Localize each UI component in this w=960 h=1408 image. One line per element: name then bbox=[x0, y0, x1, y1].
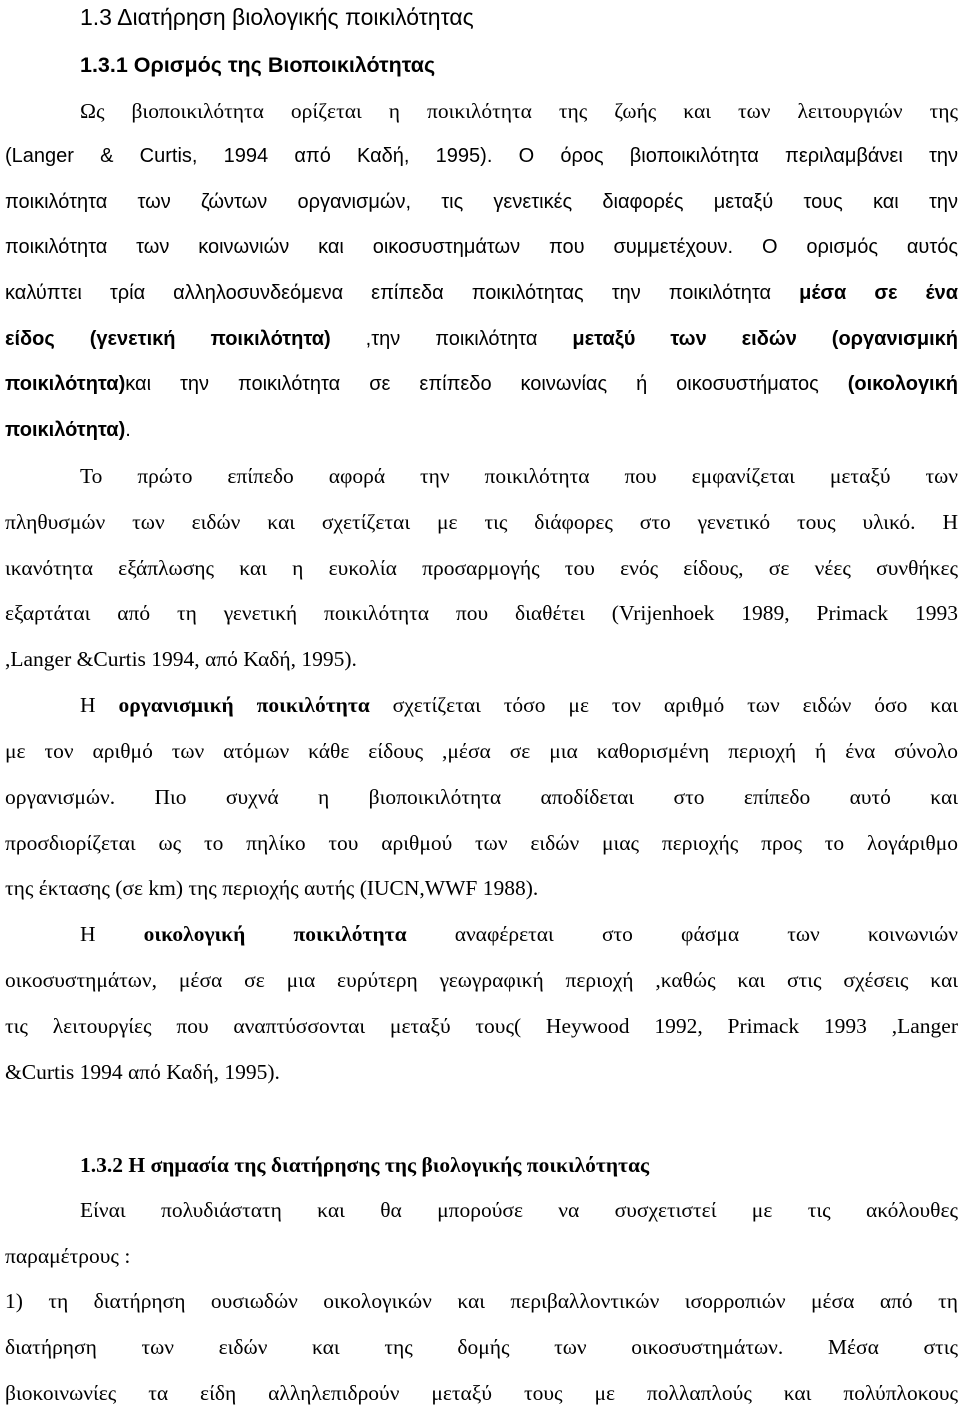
paragraph-line: ποικιλότητα). bbox=[5, 419, 131, 441]
emphasis-text: είδος (γενετική ποικιλότητα) bbox=[5, 328, 331, 350]
section-number: 1.3 bbox=[80, 4, 112, 30]
paragraph-line: ποικιλότητα)και την ποικιλότητα σε επίπεδο κοινωνίας ή οικοσυστήματος (οικολογική bbox=[5, 373, 958, 395]
paragraph-line: ποικιλότητα των κοινωνιών και οικοσυστημάτων που συμμετέχουν. Ο ορισμός αυτός bbox=[5, 236, 958, 258]
paragraph-line: τις λειτουργίες που αναπτύσσονται μεταξύ τους( Heywood 1992, Primack 1993 ,Langer bbox=[5, 1014, 958, 1038]
paragraph-line: (Langer & Curtis, 1994 από Καδή, 1995). Ο όρος βιοποικιλότητα περιλαμβάνει την bbox=[5, 145, 958, 167]
section-heading bbox=[80, 2, 474, 32]
paragraph-line: εξαρτάται από τη γενετική ποικιλότητα που διαθέτει (Vrijenhoek 1989, Primack 1993 bbox=[5, 601, 958, 625]
emphasis-text: μεταξύ των ειδών (οργανισμική bbox=[572, 328, 958, 350]
paragraph-line: Η οργανισμική ποικιλότητα σχετίζεται τόσο με τον αριθμό των ειδών όσο και bbox=[80, 693, 958, 717]
paragraph-line: διατήρηση των ειδών και της δομής των οικοσυστημάτων. Μέσα στις bbox=[5, 1335, 958, 1359]
paragraph-line: ποικιλότητα των ζώντων οργανισμών, τις γενετικές διαφορές μεταξύ τους και την bbox=[5, 191, 958, 213]
emphasis-text: μέσα σε ένα bbox=[799, 282, 958, 304]
paragraph-line: παραμέτρους : bbox=[5, 1244, 131, 1268]
paragraph-line: προσδιορίζεται ως το πηλίκο του αριθμού των ειδών μιας περιοχής προς το λογάριθμο bbox=[5, 831, 958, 855]
emphasis-text: ποικιλότητα) bbox=[5, 373, 126, 395]
paragraph-line: της έκτασης (σε km) της περιοχής αυτής (IUCN,WWF 1988). bbox=[5, 876, 539, 900]
emphasis-text: (οικολογική bbox=[847, 373, 958, 395]
paragraph-line: οικοσυστημάτων, μέσα σε μια ευρύτερη γεωγραφική περιοχή ,καθώς και στις σχέσεις και bbox=[5, 968, 958, 992]
paragraph-line: Ως βιοποικιλότητα ορίζεται η ποικιλότητα της ζωής και των λειτουργιών της bbox=[80, 99, 958, 123]
paragraph-line: Το πρώτο επίπεδο αφορά την ποικιλότητα που εμφανίζεται μεταξύ των bbox=[80, 464, 958, 488]
paragraph-line: ικανότητα εξάπλωσης και η ευκολία προσαρμογής του ενός είδους, σε νέες συνθήκες bbox=[5, 556, 958, 580]
paragraph-line: ,Langer &Curtis 1994, από Καδή, 1995). bbox=[5, 647, 357, 671]
emphasis-text: οικολογική ποικιλότητα bbox=[143, 922, 407, 946]
paragraph-line: &Curtis 1994 από Καδή, 1995). bbox=[5, 1060, 280, 1084]
paragraph-line: καλύπτει τρία αλληλοσυνδεόμενα επίπεδα ποικιλότητας την ποικιλότητα μέσα σε ένα bbox=[5, 282, 958, 304]
subsection-heading-2: 1.3.2 Η σημασία της διατήρησης της βιολογικής ποικιλότητας bbox=[80, 1153, 650, 1177]
emphasis-text: οργανισμική ποικιλότητα bbox=[118, 693, 370, 717]
paragraph-line: είδος (γενετική ποικιλότητα) ,την ποικιλότητα μεταξύ των ειδών (οργανισμική bbox=[5, 328, 958, 350]
paragraph-line: πληθυσμών των ειδών και σχετίζεται με τις διάφορες στο γενετικό τους υλικό. Η bbox=[5, 510, 958, 534]
paragraph-line: βιοκοινωνίες τα είδη αλληλεπιδρούν μεταξύ τους με πολλαπλούς και πολύπλοκους bbox=[5, 1381, 958, 1405]
paragraph-line: 1) τη διατήρηση ουσιωδών οικολογικών και περιβαλλοντικών ισορροπιών μέσα από τη bbox=[5, 1289, 958, 1313]
paragraph-line: Είναι πολυδιάστατη και θα μπορούσε να συσχετιστεί με τις ακόλουθες bbox=[80, 1198, 958, 1222]
paragraph-line: οργανισμών. Πιο συχνά η βιοποικιλότητα αποδίδεται στο επίπεδο αυτό και bbox=[5, 785, 958, 809]
emphasis-text: ποικιλότητα) bbox=[5, 419, 126, 441]
paragraph-line: Η οικολογική ποικιλότητα αναφέρεται στο φάσμα των κοινωνιών bbox=[80, 922, 958, 946]
subsection-heading-1: 1.3.1 Ορισμός της Βιοποικιλότητας bbox=[80, 53, 436, 77]
section-title: Διατήρηση βιολογικής ποικιλότητας bbox=[117, 4, 474, 30]
paragraph-line: με τον αριθμό των ατόμων κάθε είδους ,μέσα σε μια καθορισμένη περιοχή ή ένα σύνολο bbox=[5, 739, 958, 763]
